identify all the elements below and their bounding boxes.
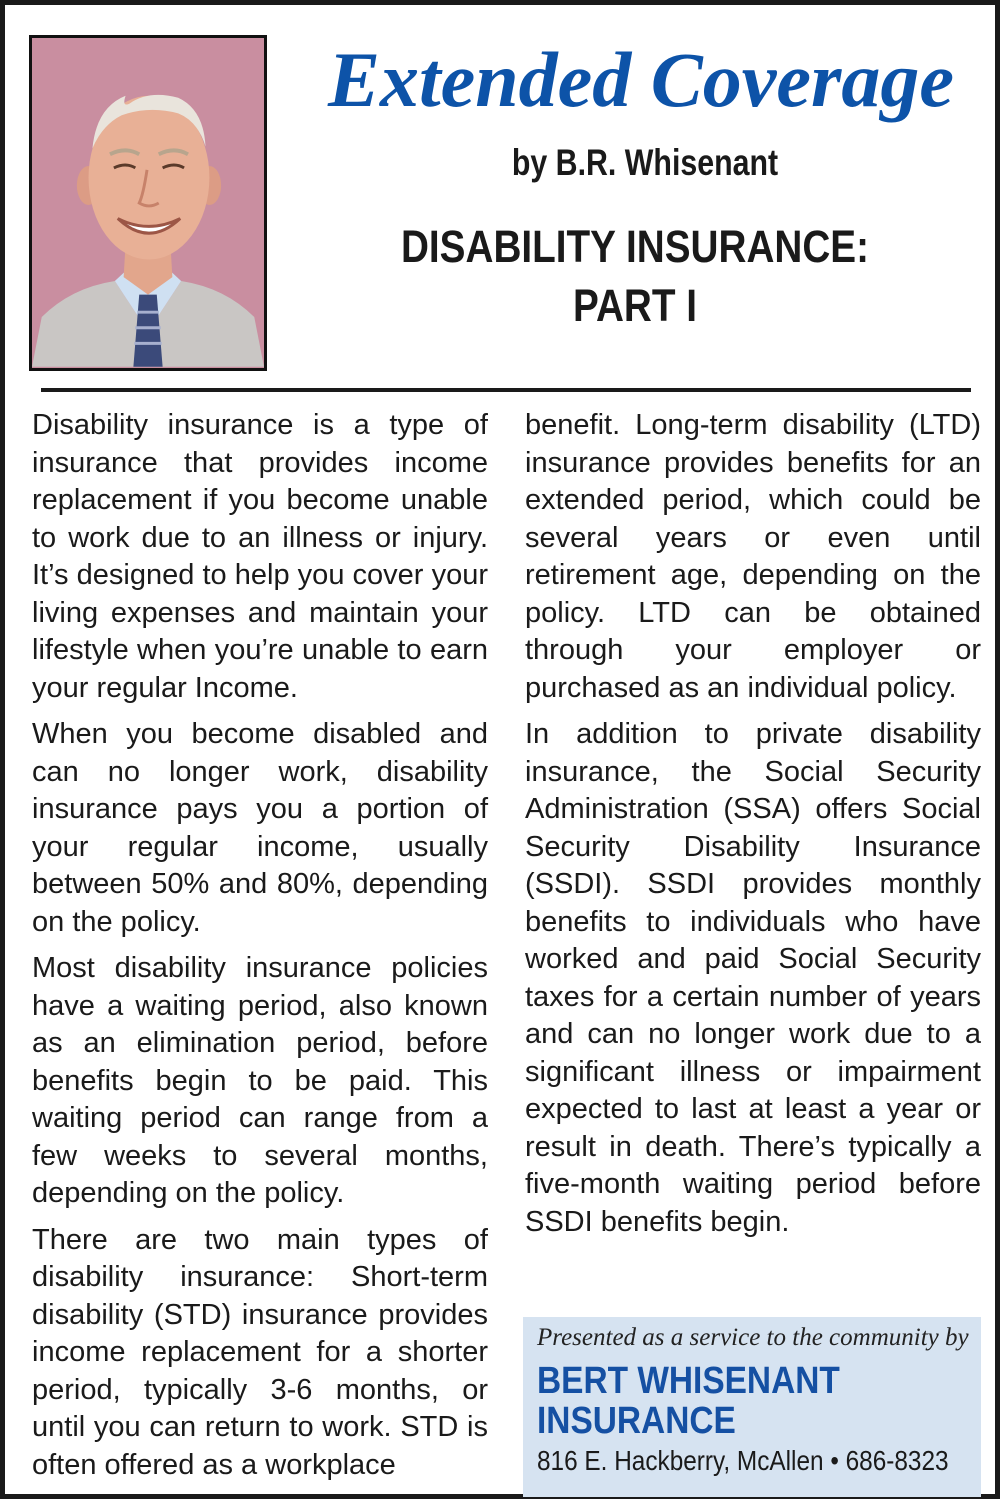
headline-line-1: DISABILITY INSURANCE: [400,221,870,272]
article-left-column [32,407,488,1493]
article-right-column [525,407,981,1250]
author-portrait-icon [32,38,264,368]
headline [351,217,919,335]
paragraph: There are two main types of disability insurance: Short-term disability (STD) insurance provides income replacement for a shorter period, typically 3-6 months, or until you can return to work. STD is often offered as a workplace [32,1223,488,1481]
sponsor-company-name [537,1361,928,1441]
paragraph: When you become disabled and can no longer work, disability insurance pays you a portion of your regular income, usually between 50% and 80%, depending on the policy. [32,718,488,938]
paragraph: In addition to private disability insurance, the Social Security Administration (SSA) offers Social Security Disability Insurance (SSDI). SSDI provides monthly benefits to individuals who have worked and paid Social Security taxes for a certain number of years and can no longer work due to a significant illness or impairment expected to last at least a year or result in death. There’s typically a five-month waiting period before SSDI benefits begin. [525,718,981,1238]
headline-line-2: PART I [572,280,697,331]
company-name-line-1: BERT WHISENANT [537,1360,840,1402]
column-title: Extended Coverage [327,36,955,123]
sponsor-tagline: Presented as a service to the community by [537,1324,969,1351]
sponsor-box [523,1317,981,1497]
paragraph: Disability insurance is a type of insurance that provides income replacement if you become unable to work due to an illness or injury. It’s designed to help you cover your living expenses and maintain your lifestyle when you’re unable to earn your regular Income. [32,409,488,704]
divider-rule [41,388,971,392]
paragraph: benefit. Long-term disability (LTD) insurance provides benefits for an extended period, which could be several years or even until retirement age, depending on the policy. LTD can be obtained through your employer or purchased as an individual policy. [525,409,981,704]
sponsor-address: 816 E. Hackberry, McAllen • 686-8323 [537,1445,949,1476]
byline: by B.R. Whisenant [511,142,779,183]
company-name-line-2: INSURANCE [537,1400,736,1442]
author-photo [29,35,267,371]
paragraph: Most disability insurance policies have a waiting period, also known as an elimination period, before benefits begin to be paid. This waiting period can range from a few weeks to several months, depending on the policy. [32,952,488,1209]
